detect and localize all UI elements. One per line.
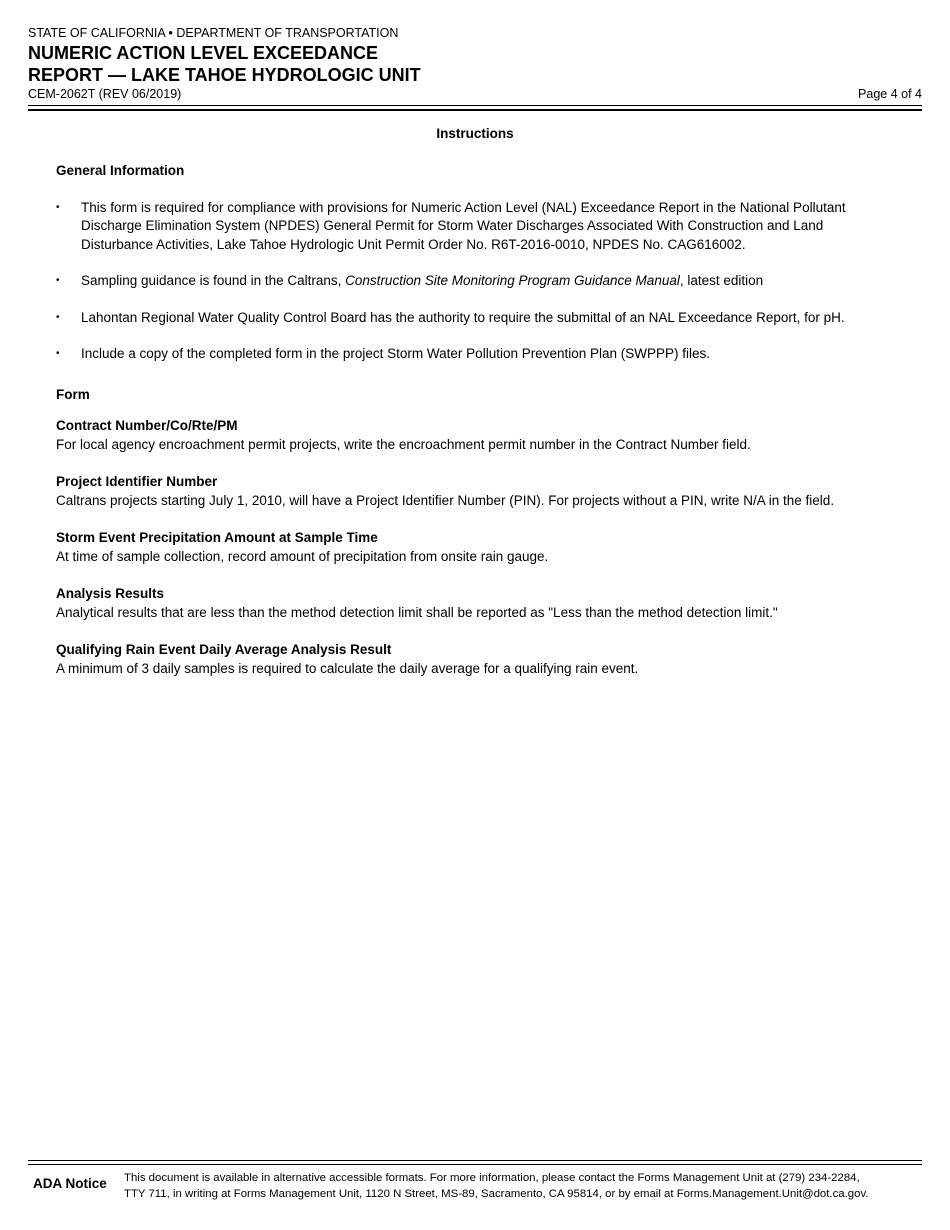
list-item-text bbox=[81, 273, 763, 288]
field-instruction bbox=[56, 641, 886, 678]
list-item-text-part: , latest edition bbox=[679, 273, 764, 288]
field-instruction-title: Qualifying Rain Event Daily Average Analysis Result bbox=[56, 642, 392, 657]
instructions-title: Instructions bbox=[436, 126, 514, 141]
list-item-text: Include a copy of the completed form in the project Storm Water Pollution Prevention Plan (SWPPP) files. bbox=[81, 346, 711, 361]
field-instruction-title: Analysis Results bbox=[56, 586, 165, 601]
bullet-icon: • bbox=[56, 201, 60, 213]
list-item bbox=[56, 309, 886, 328]
footer-divider-top bbox=[28, 1160, 922, 1161]
list-item bbox=[56, 199, 886, 255]
list-item-text: Lahontan Regional Water Quality Control Board has the authority to require the submittal of an NAL Exceedance Report, for pH. bbox=[81, 309, 845, 325]
field-instruction bbox=[56, 529, 886, 566]
field-instruction-text: Caltrans projects starting July 1, 2010, will have a Project Identifier Number (PIN). For projects without a PIN, write N/A in the field. bbox=[56, 492, 835, 508]
header-divider-bottom bbox=[28, 109, 922, 111]
field-instruction-text: Analytical results that are less than the method detection limit shall be reported as "Less than the method detection limit." bbox=[56, 604, 778, 620]
list-item bbox=[56, 272, 886, 291]
field-instruction-title: Project Identifier Number bbox=[56, 474, 218, 489]
bullet-icon: • bbox=[56, 275, 60, 286]
list-item-text: This form is required for compliance with provisions for Numeric Action Level (NAL) Exceedance Report in the National Pollutant Discharge Elimination System (NPDES) General Permit for Storm Water Discharges Associated With Construction and Land Disturbance Activities, Lake Tahoe Hydrologic Unit Permit Order No. R6T-2016-0010, NPDES No. CAG616002. bbox=[81, 199, 846, 252]
ada-notice-line-1: This document is available in alternative accessible formats. For more information, please contact the Forms Management Unit at (279) 234-2284, bbox=[124, 1172, 860, 1184]
bullet-icon: • bbox=[56, 311, 60, 323]
ada-notice-label: ADA Notice bbox=[33, 1176, 107, 1191]
field-instruction-text: At time of sample collection, record amount of precipitation from onsite rain gauge. bbox=[56, 548, 549, 564]
field-instruction bbox=[56, 585, 886, 622]
agency-line: STATE OF CALIFORNIA • DEPARTMENT OF TRANSPORTATION bbox=[28, 26, 399, 40]
field-instruction bbox=[56, 473, 886, 510]
ada-notice-text bbox=[124, 1171, 914, 1202]
manual-title: Construction Site Monitoring Program Guidance Manual bbox=[345, 273, 680, 288]
list-item-text-part: Sampling guidance is found in the Caltrans, bbox=[81, 273, 346, 288]
general-information-list bbox=[56, 199, 886, 364]
ada-notice-line-2: TTY 711, in writing at Forms Management Unit, 1120 N Street, MS-89, Sacramento, CA 95814, or by email at Forms.Management.Unit@dot.ca.gov. bbox=[124, 1187, 869, 1200]
list-item bbox=[56, 345, 886, 364]
field-instruction-title: Contract Number/Co/Rte/PM bbox=[56, 418, 238, 433]
form-id: CEM-2062T (REV 06/2019) bbox=[28, 87, 182, 101]
field-instruction-title: Storm Event Precipitation Amount at Sample Time bbox=[56, 530, 378, 545]
general-information-heading: General Information bbox=[56, 163, 185, 178]
header-divider-top bbox=[28, 105, 922, 106]
footer-divider-bottom bbox=[28, 1164, 922, 1165]
bullet-icon: • bbox=[56, 348, 60, 359]
page-number: Page 4 of 4 bbox=[858, 87, 922, 101]
form-section-heading: Form bbox=[56, 386, 90, 402]
field-instruction-text: For local agency encroachment permit projects, write the encroachment permit number in the Contract Number field. bbox=[56, 436, 751, 452]
instructions-body bbox=[56, 162, 886, 697]
form-title bbox=[28, 42, 588, 86]
form-title-line-1: NUMERIC ACTION LEVEL EXCEEDANCE bbox=[28, 43, 379, 63]
field-instruction bbox=[56, 417, 886, 454]
form-title-line-2: REPORT — LAKE TAHOE HYDROLOGIC UNIT bbox=[28, 65, 421, 85]
field-instruction-text: A minimum of 3 daily samples is required to calculate the daily average for a qualifying rain event. bbox=[56, 660, 639, 676]
